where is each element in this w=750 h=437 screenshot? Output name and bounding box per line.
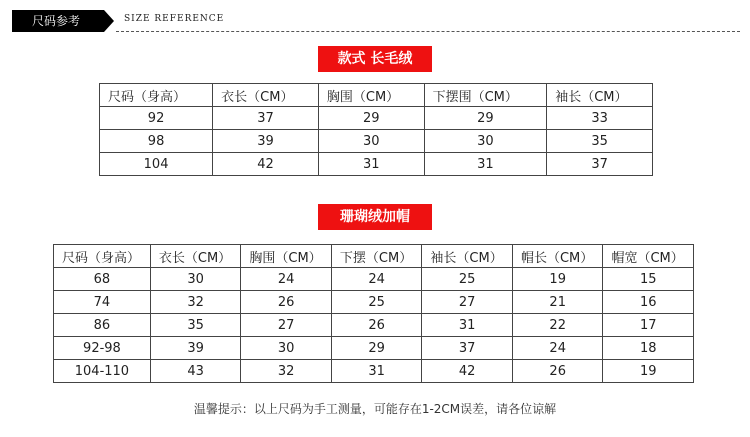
- column-header: 袖长（CM）: [422, 245, 513, 268]
- column-header: 袖长（CM）: [547, 84, 653, 107]
- column-header: 尺码（身高）: [54, 245, 151, 268]
- table-cell: 30: [424, 130, 547, 153]
- table-cell: 27: [241, 314, 332, 337]
- table-cell: 37: [213, 107, 319, 130]
- header-subtitle: SIZE REFERENCE: [124, 14, 225, 24]
- header-tab: 尺码参考: [12, 10, 104, 32]
- table-row: [54, 268, 694, 291]
- table-cell: 30: [241, 337, 332, 360]
- header-divider: [116, 31, 740, 32]
- size-table-plush: [99, 83, 653, 176]
- table-cell: 86: [54, 314, 151, 337]
- column-header: 胸围（CM）: [318, 84, 424, 107]
- column-header: 尺码（身高）: [100, 84, 213, 107]
- column-header: 下摆围（CM）: [424, 84, 547, 107]
- table-row: [54, 291, 694, 314]
- table-cell: 37: [547, 153, 653, 176]
- table-cell: 98: [100, 130, 213, 153]
- table-cell: 30: [318, 130, 424, 153]
- table-cell: 31: [318, 153, 424, 176]
- table-cell: 42: [422, 360, 513, 383]
- table-row: [100, 107, 653, 130]
- table-cell: 29: [318, 107, 424, 130]
- column-header: 衣长（CM）: [213, 84, 319, 107]
- table-cell: 35: [150, 314, 241, 337]
- table-row: [54, 314, 694, 337]
- table-cell: 37: [422, 337, 513, 360]
- style-title-badge-1: 款式 长毛绒: [318, 46, 432, 72]
- column-header: 衣长（CM）: [150, 245, 241, 268]
- column-header: 帽长（CM）: [512, 245, 603, 268]
- table-cell: 92-98: [54, 337, 151, 360]
- table-cell: 31: [422, 314, 513, 337]
- table-cell: 24: [331, 268, 422, 291]
- table-row: [54, 360, 694, 383]
- table-cell: 26: [331, 314, 422, 337]
- table-cell: 33: [547, 107, 653, 130]
- table-cell: 104: [100, 153, 213, 176]
- table-cell: 35: [547, 130, 653, 153]
- table-cell: 16: [603, 291, 694, 314]
- table-cell: 29: [424, 107, 547, 130]
- table-cell: 31: [331, 360, 422, 383]
- table-cell: 104-110: [54, 360, 151, 383]
- table-cell: 74: [54, 291, 151, 314]
- column-header: 帽宽（CM）: [603, 245, 694, 268]
- table-cell: 39: [213, 130, 319, 153]
- style-title-badge-2: 珊瑚绒加帽: [318, 204, 432, 230]
- table-cell: 24: [241, 268, 332, 291]
- column-header: 下摆（CM）: [331, 245, 422, 268]
- table-cell: 43: [150, 360, 241, 383]
- table-cell: 17: [603, 314, 694, 337]
- table-cell: 27: [422, 291, 513, 314]
- table-row: [100, 153, 653, 176]
- table-cell: 29: [331, 337, 422, 360]
- table-cell: 26: [241, 291, 332, 314]
- table-row: [100, 130, 653, 153]
- table-cell: 39: [150, 337, 241, 360]
- table-cell: 18: [603, 337, 694, 360]
- table-cell: 32: [150, 291, 241, 314]
- table-cell: 42: [213, 153, 319, 176]
- table-cell: 32: [241, 360, 332, 383]
- table-cell: 15: [603, 268, 694, 291]
- table-cell: 25: [422, 268, 513, 291]
- table-cell: 21: [512, 291, 603, 314]
- table-cell: 19: [512, 268, 603, 291]
- size-table-coral-fleece: [53, 244, 694, 383]
- table-cell: 25: [331, 291, 422, 314]
- table-cell: 68: [54, 268, 151, 291]
- table-cell: 19: [603, 360, 694, 383]
- header-tab-arrow: [104, 10, 114, 32]
- table-cell: 31: [424, 153, 547, 176]
- table-cell: 92: [100, 107, 213, 130]
- section-header: [12, 10, 740, 34]
- footer-note: 温馨提示：以上尺码为手工测量，可能存在1-2CM误差，请各位谅解: [193, 402, 557, 416]
- table-cell: 24: [512, 337, 603, 360]
- table-header-row: [54, 245, 694, 268]
- table-cell: 22: [512, 314, 603, 337]
- table-row: [54, 337, 694, 360]
- table-cell: 26: [512, 360, 603, 383]
- column-header: 胸围（CM）: [241, 245, 332, 268]
- table-header-row: [100, 84, 653, 107]
- table-cell: 30: [150, 268, 241, 291]
